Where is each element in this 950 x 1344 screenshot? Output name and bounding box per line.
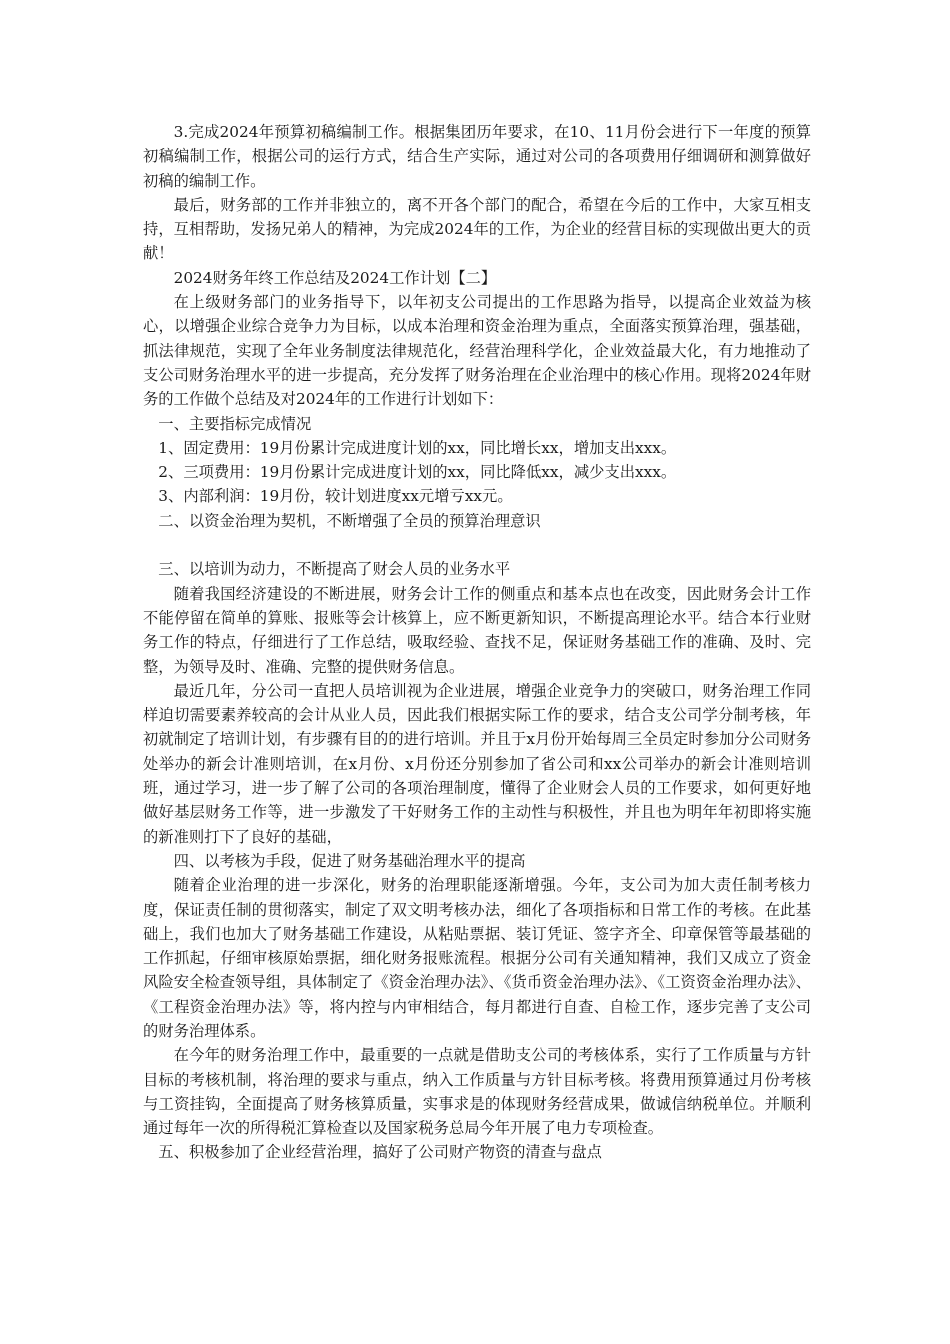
paragraph-management-deepening: 随着企业治理的进一步深化，财务的治理职能逐渐增强。今年，支公司为加大责任制考核力度，保证责任制的贯彻落实，制定了双文明考核办法，细化了各项指标和日常工作的考核。在此基础上，我们也加大了财务基础工作建设，从粘贴票据、装订凭证、签字齐全、印章保管等最基础的工作抓起，仔细审核原始票据，细化财务报账流程。根据分公司有关通知精神，我们又成立了资金风险安全检查领导组，具体制定了《资金治理办法》、《货币资金治理办法》、《工资资金治理办法》、《工程资金治理办法》等，将内控与内审相结合，每月都进行自查、自检工作，逐步完善了支公司的财务治理体系。 [143,876,811,1040]
list-item-fixed-costs: 1、固定费用：19月份累计完成进度计划的xx，同比增长xx，增加支出xxx。 [158,438,677,457]
list-item-three-costs: 2、三项费用：19月份累计完成进度计划的xx，同比降低xx，减少支出xxx。 [158,463,677,482]
paragraph-introduction: 在上级财务部门的业务指导下，以年初支公司提出的工作思路为指导，以提高企业效益为核心，以增强企业综合竞争力为目标，以成本治理和资金治理为重点，全面落实预算治理，强基础，抓法律规范，实现了全年业务制度法律规范化，经营治理科学化，企业效益最大化，有力地推动了支公司财务治理水平的进一步提高，充分发挥了财务治理在企业治理中的核心作用。现将2024年财务的工作做个总结及对2024年的工作进行计划如下： [143,293,811,409]
list-item-internal-profit: 3、内部利润：19月份，较计划进度xx元增亏xx元。 [158,487,513,506]
heading-training: 三、以培训为动力，不断提高了财会人员的业务水平 [158,560,511,579]
document-body [143,120,811,1165]
heading-asset-inventory: 五、积极参加了企业经营治理，搞好了公司财产物资的清查与盘点 [158,1143,602,1162]
paragraph-closing-remarks: 最后，财务部的工作并非独立的，离不开各个部门的配合，希望在今后的工作中，大家互相支持，互相帮助，发扬兄弟人的精神，为完成2024年的工作，为企业的经营目标的实现做出更大的贡献！ [143,195,811,263]
paragraph-budget-draft: 3.完成2024年预算初稿编制工作。根据集团历年要求，在10、11月份会进行下一年度的预算初稿编制工作，根据公司的运行方式，结合生产实际，通过对公司的各项费用仔细调研和测算做好初稿的编制工作。 [143,123,811,190]
paragraph-assessment-system: 在今年的财务治理工作中，最重要的一点就是借助支公司的考核体系，实行了工作质量与方针目标的考核机制，将治理的要求与重点，纳入工作质量与方针目标考核。将费用预算通过月份考核与工资挂钩，全面提高了财务核算质量，实事求是的体现财务经营成果，做诚信纳税单位。并顺利通过每年一次的所得税汇算检查以及国家税务总局今年开展了电力专项检查。 [143,1046,811,1138]
heading-assessment: 四、以考核为手段，促进了财务基础治理水平的提高 [173,851,526,870]
paragraph-staff-training: 最近几年，分公司一直把人员培训视为企业进展，增强企业竞争力的突破口，财务治理工作同样迫切需要素养较高的会计从业人员，因此我们根据实际工作的要求，结合支公司学分制考核，年初就制定了培训计划，有步骤有目的的进行培训。并且于x月份开始每周三全员定时参加分公司财务处举办的新会计准则培训，在x月份、x月份还分别参加了省公司和xx公司举办的新会计准则培训班，通过学习，进一步了解了公司的各项治理制度，懂得了企业财会人员的工作要求，如何更好地做好基层财务工作等，进一步激发了干好财务工作的主动性与积极性，并且也为明年年初即将实施的新准则打下了良好的基础， [143,681,811,846]
section-title-part-two: 2024财务年终工作总结及2024工作计划【二】 [173,268,497,287]
heading-main-indicators: 一、主要指标完成情况 [158,414,312,433]
heading-fund-management: 二、以资金治理为契机，不断增强了全员的预算治理意识 [158,511,541,530]
paragraph-accounting-changes: 随着我国经济建设的不断进展，财务会计工作的侧重点和基本点也在改变，因此财务会计工作不能停留在简单的算账、报账等会计核算上，应不断更新知识，不断提高理论水平。结合本行业财务工作的特点，仔细进行了工作总结，吸取经验、查找不足，保证财务基础工作的准确、及时、完整，为领导及时、准确、完整的提供财务信息。 [143,584,811,676]
blank-line [143,533,811,557]
